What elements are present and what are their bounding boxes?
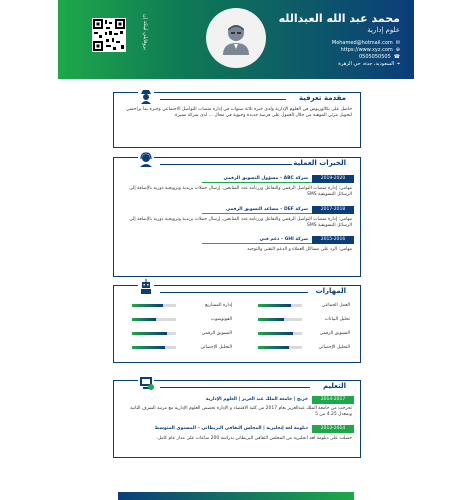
exp-divider-3: [202, 243, 312, 244]
skill-label-l3: التسويق الرقمي: [201, 331, 232, 336]
skill-label-r3: التسويق الرقمي: [319, 331, 350, 336]
skills-title: المهارات: [315, 287, 346, 295]
skill-label-r2: تحليل البيانات: [324, 317, 350, 322]
edu-title-1: خريج | جامعة الملك عبد العزيز | العلوم الإدارية: [205, 397, 308, 402]
skill-fill-l4: [132, 346, 165, 349]
detective-icon: [138, 88, 154, 104]
intro-text: حاصل على بكالوريوس في العلوم الإدارية ولدي خبرة ثلاثة سنوات في إدارة منصات التواصل الاجتماعي وخبرة بما يزاحمني لتحويل مرئي الموهبة من خلال العمول على فرصة جديدة وحيوية في مجال ... لدى شركة مميزة.: [125, 107, 352, 118]
contact-email-text: Mohamed@hotmail.com: [331, 40, 393, 46]
job-title: علوم إدارية: [367, 26, 400, 34]
location-icon: ⌖: [397, 61, 400, 67]
qr-code[interactable]: [92, 18, 126, 52]
exp-title-3: شركة GHI – دعم فني: [259, 237, 308, 242]
skills-card: [113, 285, 361, 363]
contact-phone[interactable]: [290, 54, 400, 61]
intro-card: [113, 92, 361, 148]
exp-title-1: شركة ABC – مسؤول التسويق الرقمي: [223, 176, 308, 181]
footer-bar: [118, 492, 354, 500]
exp-title-2: شركة DEF – مساعد التسويق الرقمي: [225, 207, 308, 212]
contact-website-text: https://www.xyz.com: [340, 47, 393, 53]
edu-desc-2: حصلت على دبلومة لغة انجليزية من المجلس الثقافي البريطاني بدراسة 200 ساعات على مدار عام كامل.: [156, 436, 352, 441]
headset-icon: [138, 151, 154, 167]
contact-website[interactable]: [290, 47, 400, 54]
email-icon: ✉: [395, 40, 400, 46]
exp-date-2: 2017-2018: [312, 206, 354, 214]
exp-date-1: 2019-2020: [312, 175, 354, 183]
skill-label-r4: التحليل الإحصائي: [318, 345, 350, 350]
experience-title: الخبرات العملية: [293, 159, 346, 167]
skill-bar-r1: [258, 304, 302, 307]
skill-fill-l1: [132, 304, 163, 307]
skill-fill-r3: [258, 332, 293, 335]
skill-bar-l1: [132, 304, 176, 307]
skill-fill-l3: [132, 332, 167, 335]
skill-fill-r4: [258, 346, 289, 349]
avatar-icon: [219, 21, 253, 55]
resume-header: [58, 0, 414, 79]
edu-title-2: دبلومة لغة إنجليزية | المجلس الثقافي البريطاني – المستوى المتوسط: [154, 426, 308, 431]
exp-divider-2: [202, 213, 312, 214]
skill-bar-l3: [132, 332, 176, 335]
exp-desc-1: مهامي: إدارة منصات التواصل الرقمي والتفاعل ورزنامه عدد المتابعين. إرسال حملات بريدية وترويجية دورية بالإضافة إلى الرسائل التسويقية SMS: [129, 186, 352, 197]
experience-card: [113, 157, 361, 277]
contact-list: [290, 40, 400, 68]
education-title: التعليم: [322, 382, 346, 390]
skill-bar-r3: [258, 332, 302, 335]
exp-date-3: 2015-2016: [312, 236, 354, 244]
skill-bar-l2: [132, 318, 176, 321]
edu-date-1: 2014-2017: [312, 396, 354, 404]
qr-label: بروفايلي لينكد إن: [142, 14, 148, 50]
skill-label-r1: العمل الجماعي: [321, 303, 350, 308]
contact-phone-text: 0505050505: [358, 54, 391, 60]
qr-code-icon: [92, 18, 126, 52]
exp-divider-1: [202, 182, 312, 183]
education-icon: [138, 374, 154, 390]
contact-location-text: السعودية، جدة، حي الزهرة: [338, 61, 395, 67]
skill-fill-l2: [132, 318, 156, 321]
globe-icon: ⊕: [395, 47, 400, 53]
skill-label-l2: الفوتوشوب: [210, 317, 232, 322]
skill-fill-r1: [258, 304, 291, 307]
edu-desc-1: تخرجت من جامعة الملك عبدالعزيز بعام 2017 من كلية الاقتصاد و الإدارة تخصص العلوم الإدارية مع مرتبة الشرف الثانية وبمعدل 4.25 من 5: [130, 406, 352, 417]
intro-title: مقدمة تعرفية: [298, 94, 346, 102]
skill-bar-r2: [258, 318, 302, 321]
skill-bar-l4: [132, 346, 176, 349]
skill-label-l1: إدارة المشاريع: [205, 303, 232, 308]
edu-date-2: 2013-2014: [312, 425, 354, 433]
skill-bar-r4: [258, 346, 302, 349]
exp-desc-3: مهامي: الرد على مشاكل العملاء و الدعم التقني والتوجيه: [247, 247, 352, 252]
contact-location: [290, 61, 400, 68]
contact-email[interactable]: [290, 40, 400, 47]
exp-desc-2: مهامي: إدارة منصات التواصل الرقمي والتفاعل ورزنامه عدد المتابعين. إرسال حملات بريدية وترويجية دورية بالإضافة إلى الرسائل التسويقية SMS: [129, 217, 352, 228]
skill-fill-r2: [258, 318, 284, 321]
avatar: [206, 8, 266, 68]
skill-label-l4: التحليل الإحصائي: [200, 345, 232, 350]
robot-icon: [138, 279, 154, 295]
education-card: [113, 380, 361, 458]
phone-icon: ☎: [393, 54, 400, 60]
full-name: محمد عبد الله العبدالله: [278, 12, 400, 25]
